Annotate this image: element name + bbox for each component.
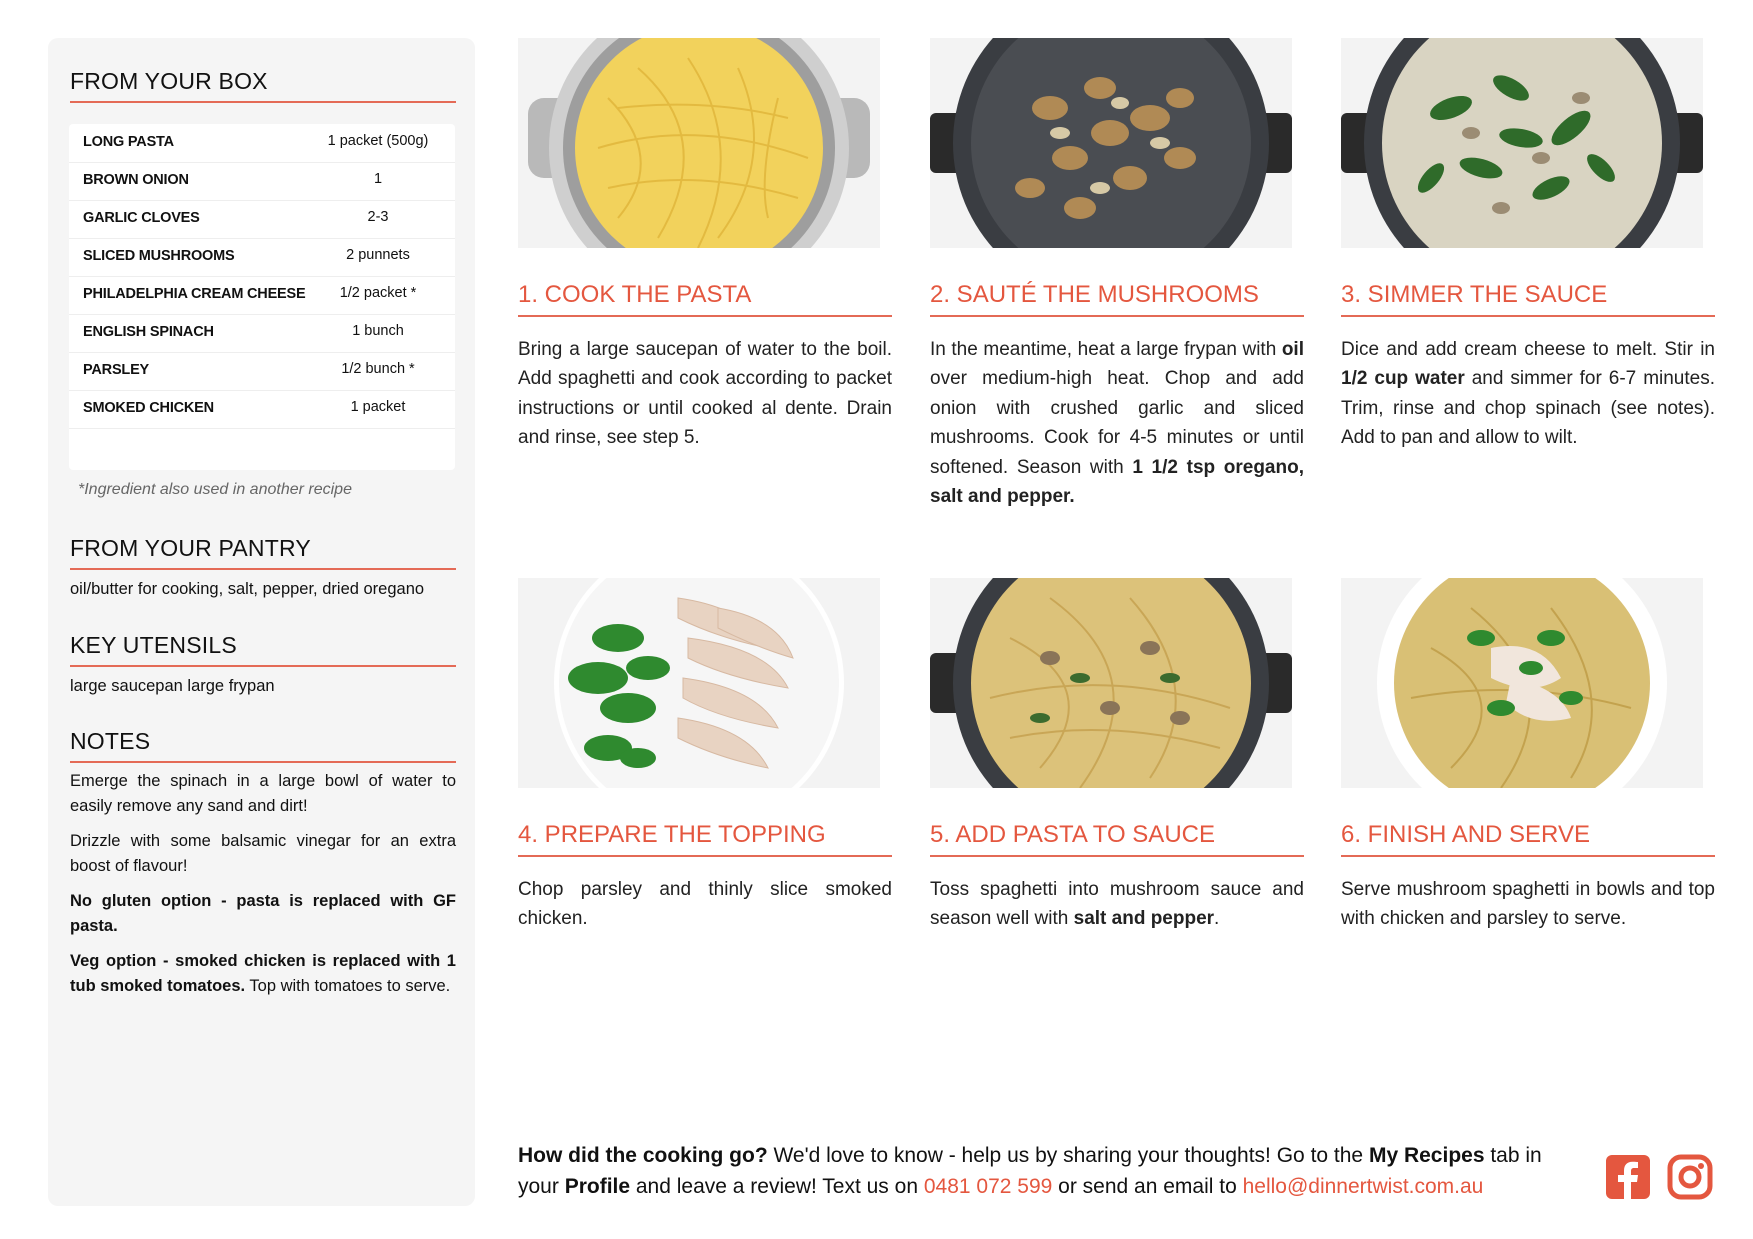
step-5-image xyxy=(930,578,1292,788)
utensils-title: KEY UTENSILS xyxy=(70,632,456,667)
table-row xyxy=(69,162,455,201)
my-recipes-link[interactable]: My Recipes xyxy=(1368,1144,1485,1167)
table-row xyxy=(69,390,455,429)
profile-link[interactable]: Profile xyxy=(564,1175,631,1198)
step-text-bold: salt and pepper xyxy=(1073,908,1215,930)
ingredients-panel xyxy=(48,38,475,1206)
pantry-title: FROM YOUR PANTRY xyxy=(70,535,456,570)
ingredient-qty: 2 punnets xyxy=(346,247,410,263)
footer-text: or send an email to xyxy=(1052,1175,1243,1198)
footer-question: How did the cooking go? xyxy=(518,1144,768,1167)
ingredient-name: PARSLEY xyxy=(83,362,150,378)
step-1-title: 1. COOK THE PASTA xyxy=(518,281,892,317)
box-title: FROM YOUR BOX xyxy=(70,68,456,103)
ingredients-table xyxy=(69,124,455,470)
step-4-title: 4. PREPARE THE TOPPING xyxy=(518,821,892,857)
step-2-text xyxy=(930,335,1304,511)
ingredient-qty: 1 packet (500g) xyxy=(327,133,429,149)
step-3-image xyxy=(1341,38,1703,248)
table-row xyxy=(69,238,455,277)
pantry-text: oil/butter for cooking, salt, pepper, dried oregano xyxy=(70,580,425,598)
email-link[interactable]: hello@dinnertwist.com.au xyxy=(1242,1175,1484,1198)
step-text-part: Dice and add cream cheese to melt. Stir in xyxy=(1341,339,1715,360)
step-text-bold: 1 1/2 tsp oregano, salt and pepper. xyxy=(930,456,1304,508)
ingredient-qty: 1 xyxy=(373,171,383,187)
step-text-bold: 1/2 cup water xyxy=(1341,368,1465,390)
ingredient-name: BROWN ONION xyxy=(83,172,189,188)
step-2-title: 2. SAUTÉ THE MUSHROOMS xyxy=(930,281,1304,317)
step-3-text xyxy=(1341,335,1715,453)
footer-text: tab in your xyxy=(518,1144,1542,1198)
step-5-text xyxy=(930,875,1304,934)
ingredient-qty: 1 packet xyxy=(350,399,406,415)
utensils-text: large saucepan large frypan xyxy=(70,677,275,695)
step-text-part: . xyxy=(1214,908,1220,930)
ingredient-qty: 1/2 packet * xyxy=(339,285,417,301)
footer-text: We'd love to know - help us by sharing your thoughts! Go to the xyxy=(767,1144,1369,1167)
step-4-text xyxy=(518,875,892,934)
ingredient-name: PHILADELPHIA CREAM CHEESE xyxy=(83,286,306,302)
note-1: Emerge the spinach in a large bowl of water to easily remove any sand and dirt! xyxy=(70,772,456,815)
step-text-part: In the meantime, heat a large frypan with xyxy=(930,339,1282,360)
step-4-image xyxy=(518,578,880,788)
step-text-part: and simmer for 6-7 minutes. Trim, rinse and chop spinach (see notes). Add to pan and allow to wilt. xyxy=(1341,368,1715,449)
phone-link[interactable]: 0481 072 599 xyxy=(923,1175,1053,1198)
notes-title: NOTES xyxy=(70,728,456,763)
step-1-text xyxy=(518,335,892,453)
ingredient-name: LONG PASTA xyxy=(83,134,174,150)
step-text-part: Chop parsley and thinly slice smoked chicken. xyxy=(518,879,892,930)
step-6-image xyxy=(1341,578,1703,788)
note-4 xyxy=(70,949,456,999)
feedback-footer xyxy=(518,1140,1578,1202)
note-2: Drizzle with some balsamic vinegar for an extra boost of flavour! xyxy=(70,832,456,875)
step-3-title: 3. SIMMER THE SAUCE xyxy=(1341,281,1715,317)
footer-text: and leave a review! Text us on xyxy=(630,1175,924,1198)
ingredient-name: SLICED MUSHROOMS xyxy=(83,248,235,264)
table-row xyxy=(69,276,455,315)
ingredient-name: ENGLISH SPINACH xyxy=(83,324,214,340)
ingredient-footnote: *Ingredient also used in another recipe xyxy=(78,481,352,498)
step-text-part: over medium-high heat. Chop and add onion with crushed garlic and sliced mushrooms. Cook for 4-5 minutes or until softened. Season with xyxy=(930,368,1304,478)
instagram-icon[interactable] xyxy=(1666,1153,1714,1201)
ingredient-qty: 1/2 bunch * xyxy=(341,361,415,377)
note-4-rest: Top with tomatoes to serve. xyxy=(245,977,451,995)
table-row xyxy=(69,352,455,391)
table-row xyxy=(69,314,455,353)
step-text-part: Bring a large saucepan of water to the boil. Add spaghetti and cook according to packet instructions or until cooked al dente. Drain and rinse, see step 5. xyxy=(518,339,892,449)
step-6-title: 6. FINISH AND SERVE xyxy=(1341,821,1715,857)
step-text-part: Toss spaghetti into mushroom sauce and season well with xyxy=(930,879,1304,930)
ingredient-qty: 1 bunch xyxy=(352,323,404,339)
ingredient-qty: 2-3 xyxy=(367,209,389,225)
step-6-text xyxy=(1341,875,1715,934)
facebook-icon[interactable] xyxy=(1604,1153,1652,1201)
ingredient-name: GARLIC CLOVES xyxy=(83,210,200,226)
step-5-title: 5. ADD PASTA TO SAUCE xyxy=(930,821,1304,857)
step-2-image xyxy=(930,38,1292,248)
ingredient-name: SMOKED CHICKEN xyxy=(83,400,214,416)
note-4-bold: Veg option - smoked chicken is replaced with 1 tub smoked tomatoes. xyxy=(70,952,456,995)
table-row xyxy=(69,124,455,163)
table-row xyxy=(69,200,455,239)
step-1-image xyxy=(518,38,880,248)
note-3: No gluten option - pasta is replaced with GF pasta. xyxy=(70,892,456,935)
step-text-bold: oil xyxy=(1281,339,1304,360)
step-text-part: Serve mushroom spaghetti in bowls and top with chicken and parsley to serve. xyxy=(1341,879,1715,930)
